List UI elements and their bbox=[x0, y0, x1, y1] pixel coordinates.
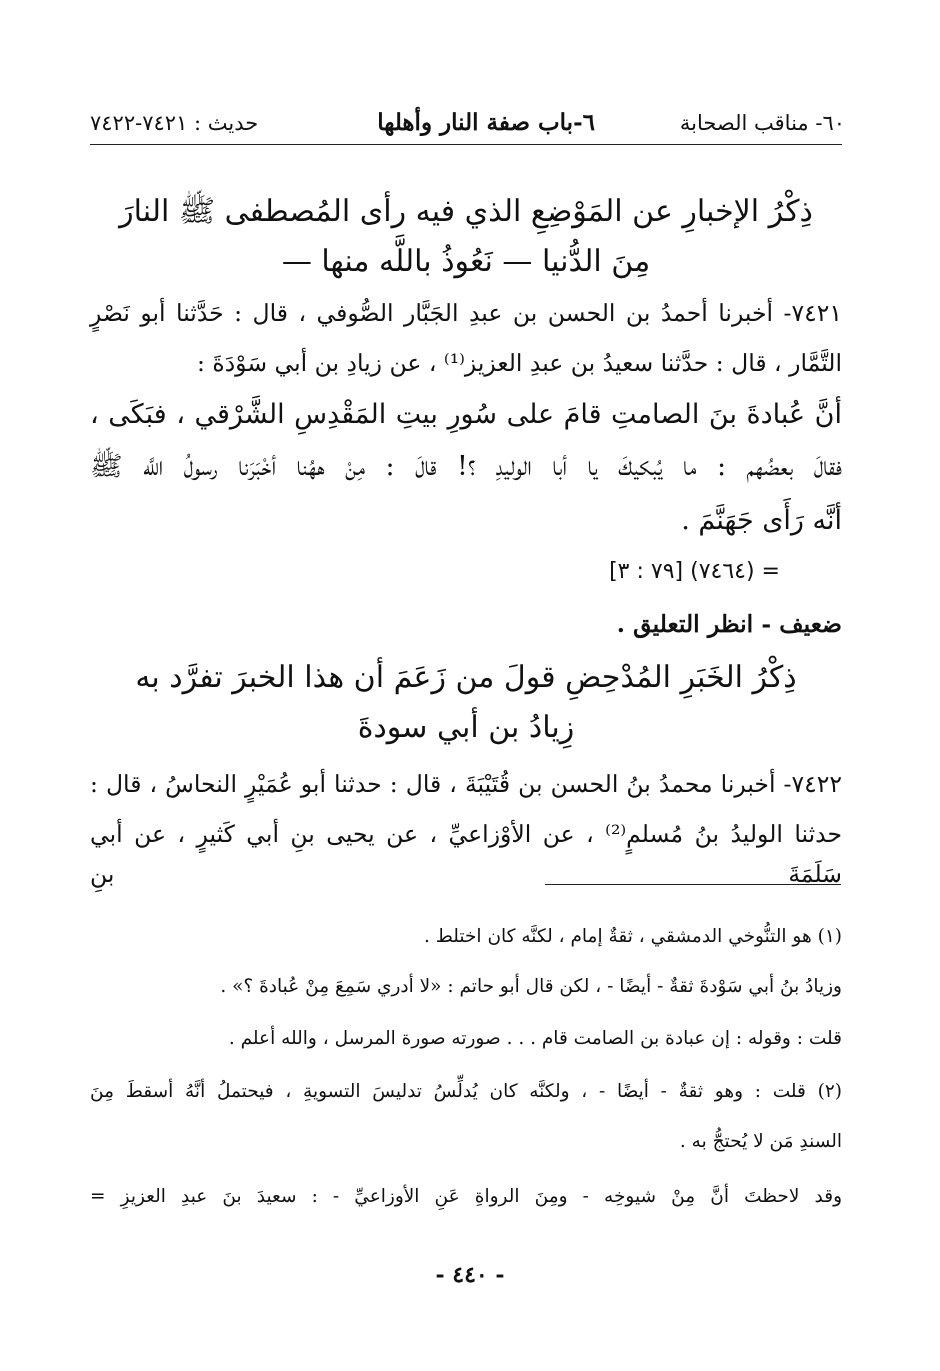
footnote-2-line3: وقد لاحظتَ أنَّ مِنْ شيوخِه - ومِنَ الرواةِ عَنِ الأوزاعيِّ - : سعيدَ بنَ عبدِ العزيزِ = bbox=[90, 1186, 842, 1207]
running-header bbox=[90, 108, 845, 138]
footnote-separator bbox=[545, 884, 841, 885]
page-number: - ٤٤٠ - bbox=[435, 1262, 505, 1288]
heading2-line2: زِيادُ بن أبي سودةَ bbox=[357, 710, 575, 745]
footnote-2-line1: (٢) قلت : وهو ثقةٌ - أيضًا - ، ولكنَّه كان يُدلِّسُ تدليسَ التسويةِ ، فيحتملُ أنَّهُ أسقطَ مِنَ bbox=[90, 1081, 842, 1102]
header-hadith-range: حديث : ٧٤٢١-٧٤٢٢ bbox=[90, 111, 259, 135]
footnote-2-line2: السندِ مَن لا يُحتجُّ به . bbox=[679, 1131, 842, 1152]
hadith-7421-line2: التَّمَّار ، قال : حدَّثنا سعيدُ بن عبدِ العزيز⁽¹⁾ ، عن زيادِ بن أبي سَوْدَةَ : bbox=[197, 349, 842, 377]
header-section: ٦-باب صفة النار وأهلها bbox=[377, 109, 595, 136]
header-chapter: ٦٠- مناقب الصحابة bbox=[679, 111, 845, 135]
hadith-7422-line2: حدثنا الوليدُ بنُ مُسلمٍ⁽²⁾ ، عن الأوْزاعيِّ ، عن يحيى بنِ أبي كَثيرٍ ، عن أبي سَلَمَةَ بنِ bbox=[90, 820, 842, 888]
footnote-1-line1: (١) هو التنُّوخي الدمشقي ، ثقةٌ إمام ، لكنَّه كان اختلط . bbox=[423, 926, 842, 947]
hadith-7421-grading: ضعيف - انظر التعليق . bbox=[616, 610, 842, 638]
hadith-7421-line5: أنَّه رَأَى جَهَنَّمَ . bbox=[681, 505, 842, 536]
heading1-line1: ذِكْرُ الإخبارِ عن المَوْضِعِ الذي فيه رأى المُصطفى ﷺ النارَ bbox=[119, 194, 813, 229]
footnote-1-line3: قلت : وقوله : إن عبادة بن الصامت قام . . . صورته صورة المرسل ، والله أعلم . bbox=[228, 1028, 842, 1049]
hadith-7422-line1: ٧٤٢٢- أخبرنا محمدُ بنُ الحسن بن قُتَيْبَةَ ، قال : حدثنا أبو عُمَيْرٍ النحاسُ ، قال : bbox=[90, 770, 842, 798]
hadith-7421-line3: أنَّ عُبادةَ بنَ الصامتِ قامَ على سُورِ بيتِ المَقْدِسِ الشَّرْقي ، فبَكَى ، bbox=[90, 399, 842, 430]
heading1-line2: مِنَ الدُّنيا — نَعُوذُ باللَّه منها — bbox=[281, 244, 651, 279]
header-divider bbox=[90, 144, 842, 145]
heading2-line1: ذِكْرُ الخَبَرِ المُدْحِضِ قولَ من زَعَمَ أن هذا الخبرَ تفرَّد به bbox=[135, 660, 797, 695]
footnote-1-line2: وزيادُ بنُ أبي سَوْدةَ ثقةٌ - أيضًا - ، لكن قال أبو حاتم : «لا أدري سَمِعَ مِنْ عُبادةَ ؟» . bbox=[220, 976, 842, 997]
hadith-7421-cross-reference: = (٧٤٦٤) [٧٩ : ٣] bbox=[609, 559, 780, 584]
hadith-7421-line1: ٧٤٢١- أخبرنا أحمدُ بن الحسن بن عبدِ الجَبَّار الصُّوفي ، قال : حَدَّثنا أبو نَصْرٍ bbox=[90, 299, 842, 327]
hadith-7421-line4: فقالَ بعضُهم : ما يُبكيكَ يا أبا الوليدِ ؟! قالَ : مِنْ ههُنا أخْبَرَنا رسولُ اللَّه ﷺ bbox=[90, 451, 842, 482]
